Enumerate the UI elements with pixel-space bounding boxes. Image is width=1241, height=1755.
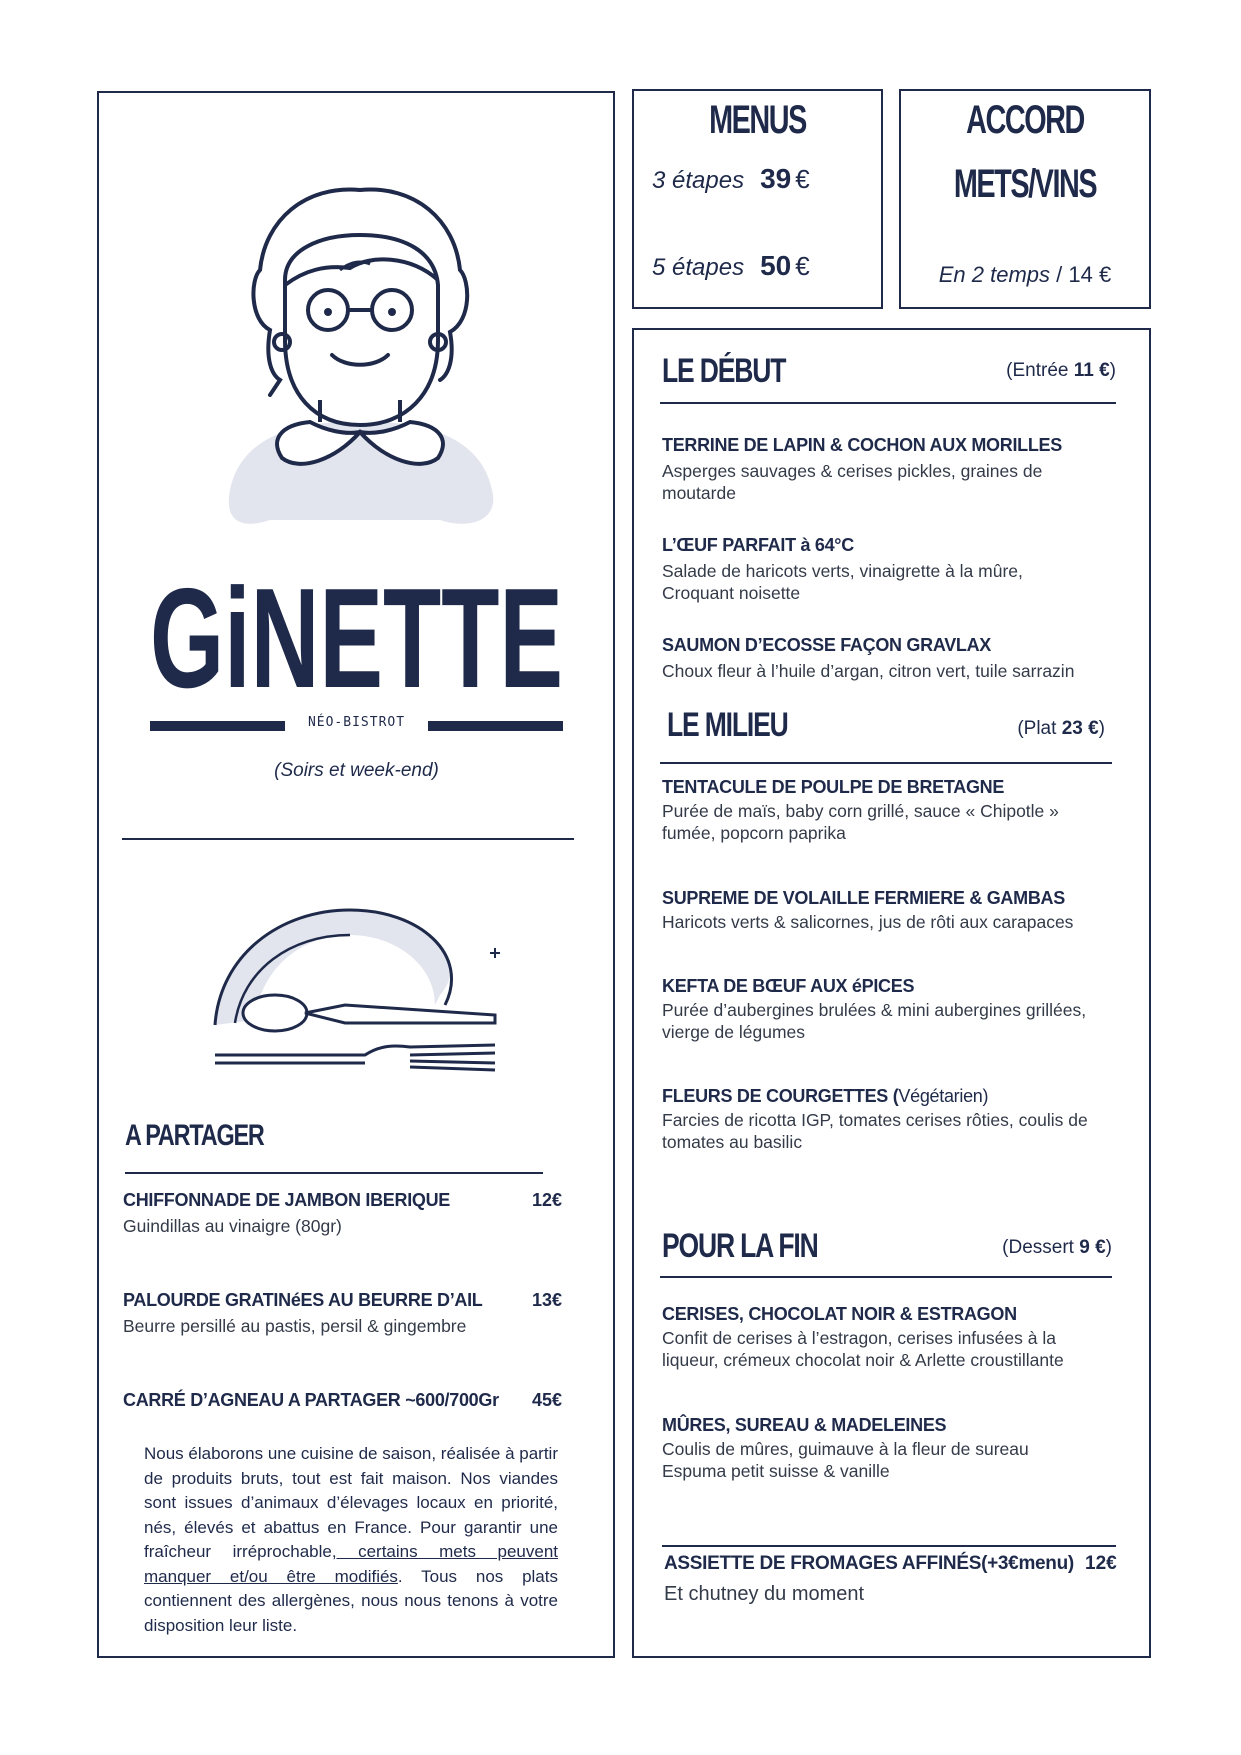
section-title-debut: LE DÉBUT xyxy=(662,352,786,390)
grandmother-illustration xyxy=(210,160,510,540)
sharing-item-price: 45€ xyxy=(532,1390,563,1410)
dish-desc: Purée de maïs, baby corn grillé, sauce « Chipotle » fumée, popcorn paprika xyxy=(662,801,1059,843)
hint-suffix: ) xyxy=(1098,718,1105,739)
pairing-price: 14 € xyxy=(1068,262,1112,287)
divider xyxy=(660,402,1116,404)
menu-option-label: 5 étapes xyxy=(652,254,745,281)
house-note-highlight: , certains mets peuvent manquer et/ou être modifiés xyxy=(144,1542,558,1586)
pairing-separator: / xyxy=(1056,262,1063,287)
dish-name: TENTACULE DE POULPE DE BRETAGNE xyxy=(662,777,1005,797)
cheese-desc: Et chutney du moment xyxy=(664,1583,865,1605)
hint-price: 9 € xyxy=(1079,1237,1106,1258)
dish-desc: Coulis de mûres, guimauve à la fleur de sureau Espuma petit suisse & vanille xyxy=(662,1439,1029,1481)
dish-diet-tag: Végétarien) xyxy=(898,1086,989,1106)
sharing-item-desc: Guindillas au vinaigre (80gr) xyxy=(123,1216,342,1236)
dish-name: MÛRES, SUREAU & MADELEINES xyxy=(662,1415,947,1435)
pairing-title-line2: METS/VINS xyxy=(953,162,1097,206)
hint-price: 23 € xyxy=(1061,718,1099,739)
sharing-item-price: 12€ xyxy=(532,1190,563,1210)
menu-option-currency: € xyxy=(795,164,810,194)
section-price-hint xyxy=(960,360,1116,382)
menu-option-currency: € xyxy=(795,251,810,281)
house-note-text: . Tous nos plats contiennent des allergènes, nous nous tenons à votre disposition leur liste. xyxy=(144,1566,558,1635)
sharing-item-price: 13€ xyxy=(532,1290,563,1310)
dish-desc: Farcies de ricotta IGP, tomates cerises rôties, coulis de tomates au basilic xyxy=(662,1110,1088,1152)
dish-desc: Salade de haricots verts, vinaigrette à la mûre, Croquant noisette xyxy=(662,561,1023,603)
section-title-milieu: LE MILIEU xyxy=(667,706,788,744)
dish-name: CERISES, CHOCOLAT NOIR & ESTRAGON xyxy=(662,1304,1017,1324)
hint-suffix: ) xyxy=(1105,1237,1112,1258)
dish-name: TERRINE DE LAPIN & COCHON AUX MORILLES xyxy=(662,435,1062,455)
divider xyxy=(660,1276,1112,1278)
brand-bar-left xyxy=(150,721,285,731)
pairing-label: En 2 temps xyxy=(938,262,1051,287)
section-price-hint xyxy=(960,1237,1112,1259)
section-title-sharing: A PARTAGER xyxy=(125,1119,264,1152)
pairing-title-line1: ACCORD xyxy=(966,98,1084,142)
dish-name: L’ŒUF PARFAIT à 64°C xyxy=(662,535,854,555)
menu-option-amount: 39 xyxy=(760,163,792,194)
menu-option xyxy=(652,163,810,195)
sharing-item-name: CARRÉ D’AGNEAU A PARTAGER ~600/700Gr xyxy=(123,1390,499,1410)
house-note-text: Nous élaborons une cuisine de saison, réalisée à partir de produits bruts, tout est fait maison. Nos viandes sont issues d’animaux d’élevages locaux en priorité, nés, élevés et abattus en France. Pour garantir une fraîcheur irréprochable xyxy=(144,1444,558,1561)
brand-bar-right xyxy=(428,721,563,731)
dish-desc: Choux fleur à l’huile d’argan, citron vert, tuile sarrazin xyxy=(662,661,1075,681)
brand-subtitle-row xyxy=(150,715,563,737)
svg-text:GiNETTE: GiNETTE xyxy=(150,575,563,695)
dish-desc: Haricots verts & salicornes, jus de rôti aux carapaces xyxy=(662,912,1074,932)
hint-prefix: (Dessert xyxy=(1002,1237,1080,1258)
dish-name: KEFTA DE BŒUF AUX éPICES xyxy=(662,976,915,996)
opening-tagline: (Soirs et week-end) xyxy=(274,760,439,781)
dish-name xyxy=(662,1086,988,1107)
cheese-price: 12€ xyxy=(1085,1553,1117,1574)
divider xyxy=(662,1545,1116,1547)
hint-price: 11 € xyxy=(1073,360,1110,381)
sharing-item-desc: Beurre persillé au pastis, persil & gingembre xyxy=(123,1316,467,1336)
section-price-hint xyxy=(960,718,1105,740)
sharing-item-name: CHIFFONNADE DE JAMBON IBERIQUE xyxy=(123,1190,451,1210)
divider xyxy=(660,762,1112,764)
hint-prefix: (Plat xyxy=(1017,718,1062,739)
dish-name: SUPREME DE VOLAILLE FERMIERE & GAMBAS xyxy=(662,888,1065,908)
divider xyxy=(122,838,574,840)
house-note xyxy=(144,1442,558,1638)
dish-desc: Purée d’aubergines brulées & mini aubergines grillées, vierge de légumes xyxy=(662,1000,1087,1042)
dish-desc: Confit de cerises à l’estragon, cerises infusées à la liqueur, crémeux chocolat noir & Arlette croustillante xyxy=(662,1328,1064,1370)
divider xyxy=(125,1172,543,1174)
pairing-offer xyxy=(899,262,1151,288)
brand-subtitle: NÉO-BISTROT xyxy=(307,715,406,730)
menu-option xyxy=(652,250,810,282)
hint-prefix: (Entrée xyxy=(1006,360,1074,381)
section-title-fin: POUR LA FIN xyxy=(662,1227,818,1265)
brand-logo xyxy=(150,575,563,695)
plate-cutlery-illustration xyxy=(205,895,505,1075)
menu-option-amount: 50 xyxy=(760,250,792,281)
dish-desc: Asperges sauvages & cerises pickles, graines de moutarde xyxy=(662,461,1043,503)
sharing-item-name: PALOURDE GRATINéES AU BEURRE D’AIL xyxy=(123,1290,483,1310)
hint-suffix: ) xyxy=(1109,360,1116,381)
menus-title: MENUS xyxy=(709,98,806,142)
dish-name: SAUMON D’ECOSSE FAÇON GRAVLAX xyxy=(662,635,991,655)
menu-option-label: 3 étapes xyxy=(652,167,745,194)
dish-name-text: FLEURS DE COURGETTES ( xyxy=(662,1086,899,1106)
cheese-name: ASSIETTE DE FROMAGES AFFINÉS(+3€menu) xyxy=(664,1553,1074,1574)
